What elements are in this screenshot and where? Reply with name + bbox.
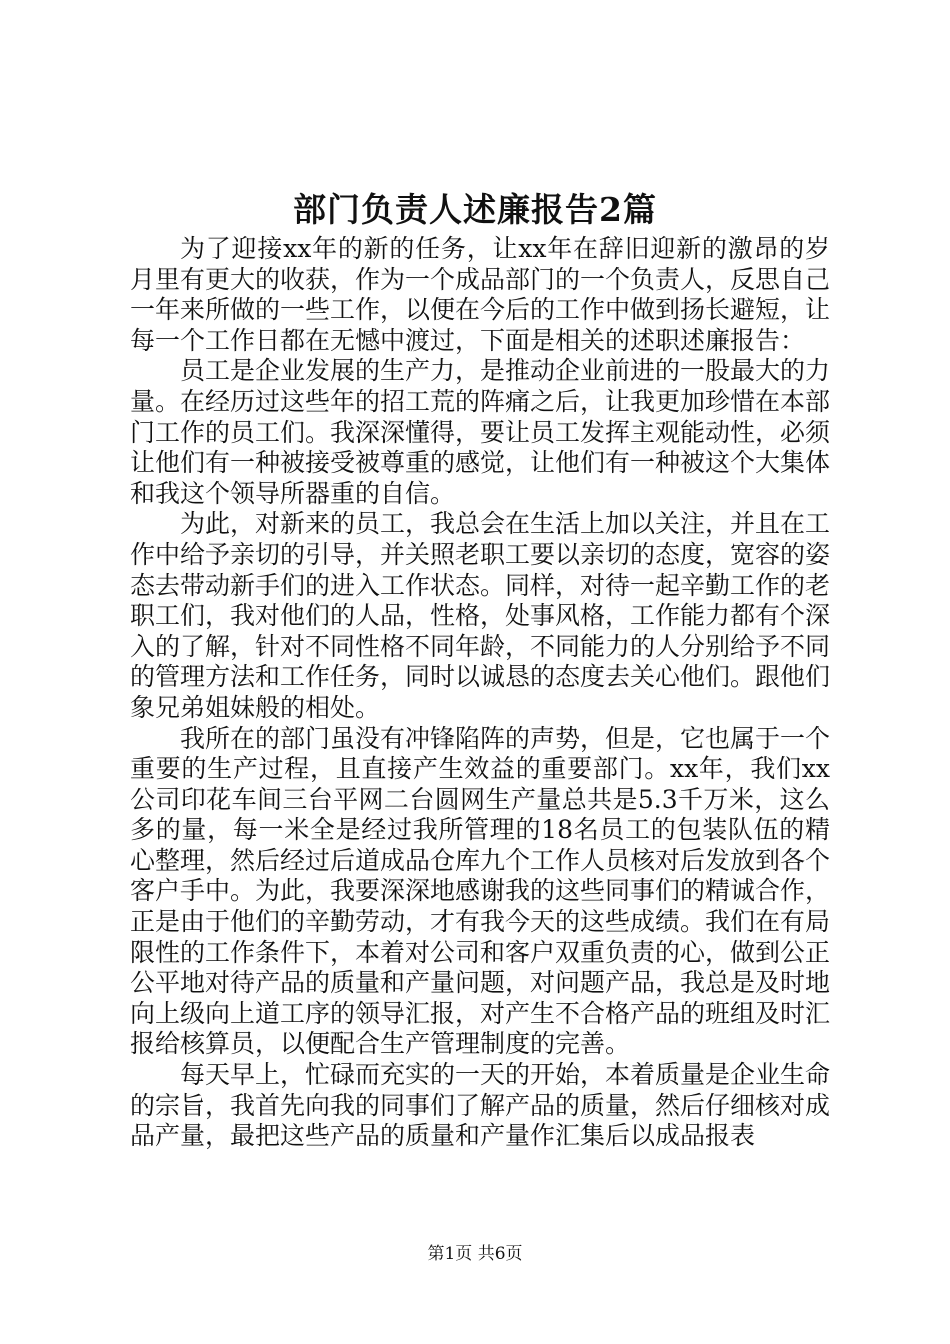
document-body: [130, 234, 830, 1152]
paragraph-3: 为此，对新来的员工，我总会在生活上加以关注，并且在工作中给予亲切的引导，并关照老职工要以亲切的态度，宽容的姿态去带动新手们的进入工作状态。同样，对待一起辛勤工作的老职工们，我对他们的人品，性格，处事风格，工作能力都有个深入的了解，针对不同性格不同年龄，不同能力的人分别给予不同的管理方法和工作任务，同时以诚恳的态度去关心他们。跟他们象兄弟姐妹般的相处。: [130, 509, 831, 722]
paragraph-4: 我所在的部门虽没有冲锋陷阵的声势，但是，它也属于一个重要的生产过程，且直接产生效益的重要部门。xx年，我们xx公司印花车间三台平网二台圆网生产量总共是5.3千万米，这么多的量，每一米全是经过我所管理的18名员工的包装队伍的精心整理，然后经过后道成品仓库九个工作人员核对后发放到各个客户手中。为此，我要深深地感谢我的这些同事们的精诚合作，正是由于他们的辛勤劳动，才有我今天的这些成绩。我们在有局限性的工作条件下，本着对公司和客户双重负责的心，做到公正公平地对待产品的质量和产量问题，对问题产品，我总是及时地向上级向上道工序的领导汇报，对产生不合格产品的班组及时汇报给核算员，以便配合生产管理制度的完善。: [130, 723, 831, 1059]
page-number-footer: 第1页 共6页: [427, 1244, 523, 1264]
paragraph-2: 员工是企业发展的生产力，是推动企业前进的一股最大的力量。在经历过这些年的招工荒的阵痛之后，让我更加珍惜在本部门工作的员工们。我深深懂得，要让员工发挥主观能动性，必须让他们有一种被接受被尊重的感觉，让他们有一种被这个大集体和我这个领导所器重的自信。: [130, 356, 831, 508]
document-title: 部门负责人述廉报告2篇: [293, 190, 657, 229]
paragraph-5: 每天早上，忙碌而充实的一天的开始，本着质量是企业生命的宗旨，我首先向我的同事们了解产品的质量，然后仔细核对成品产量，最把这些产品的质量和产量作汇集后以成品报表: [130, 1060, 831, 1151]
paragraph-1: 为了迎接xx年的新的任务，让xx年在辞旧迎新的激昂的岁月里有更大的收获，作为一个成品部门的一个负责人，反思自己一年来所做的一些工作，以便在今后的工作中做到扬长避短，让每一个工作日都在无憾中渡过，下面是相关的述职述廉报告：: [130, 234, 831, 355]
